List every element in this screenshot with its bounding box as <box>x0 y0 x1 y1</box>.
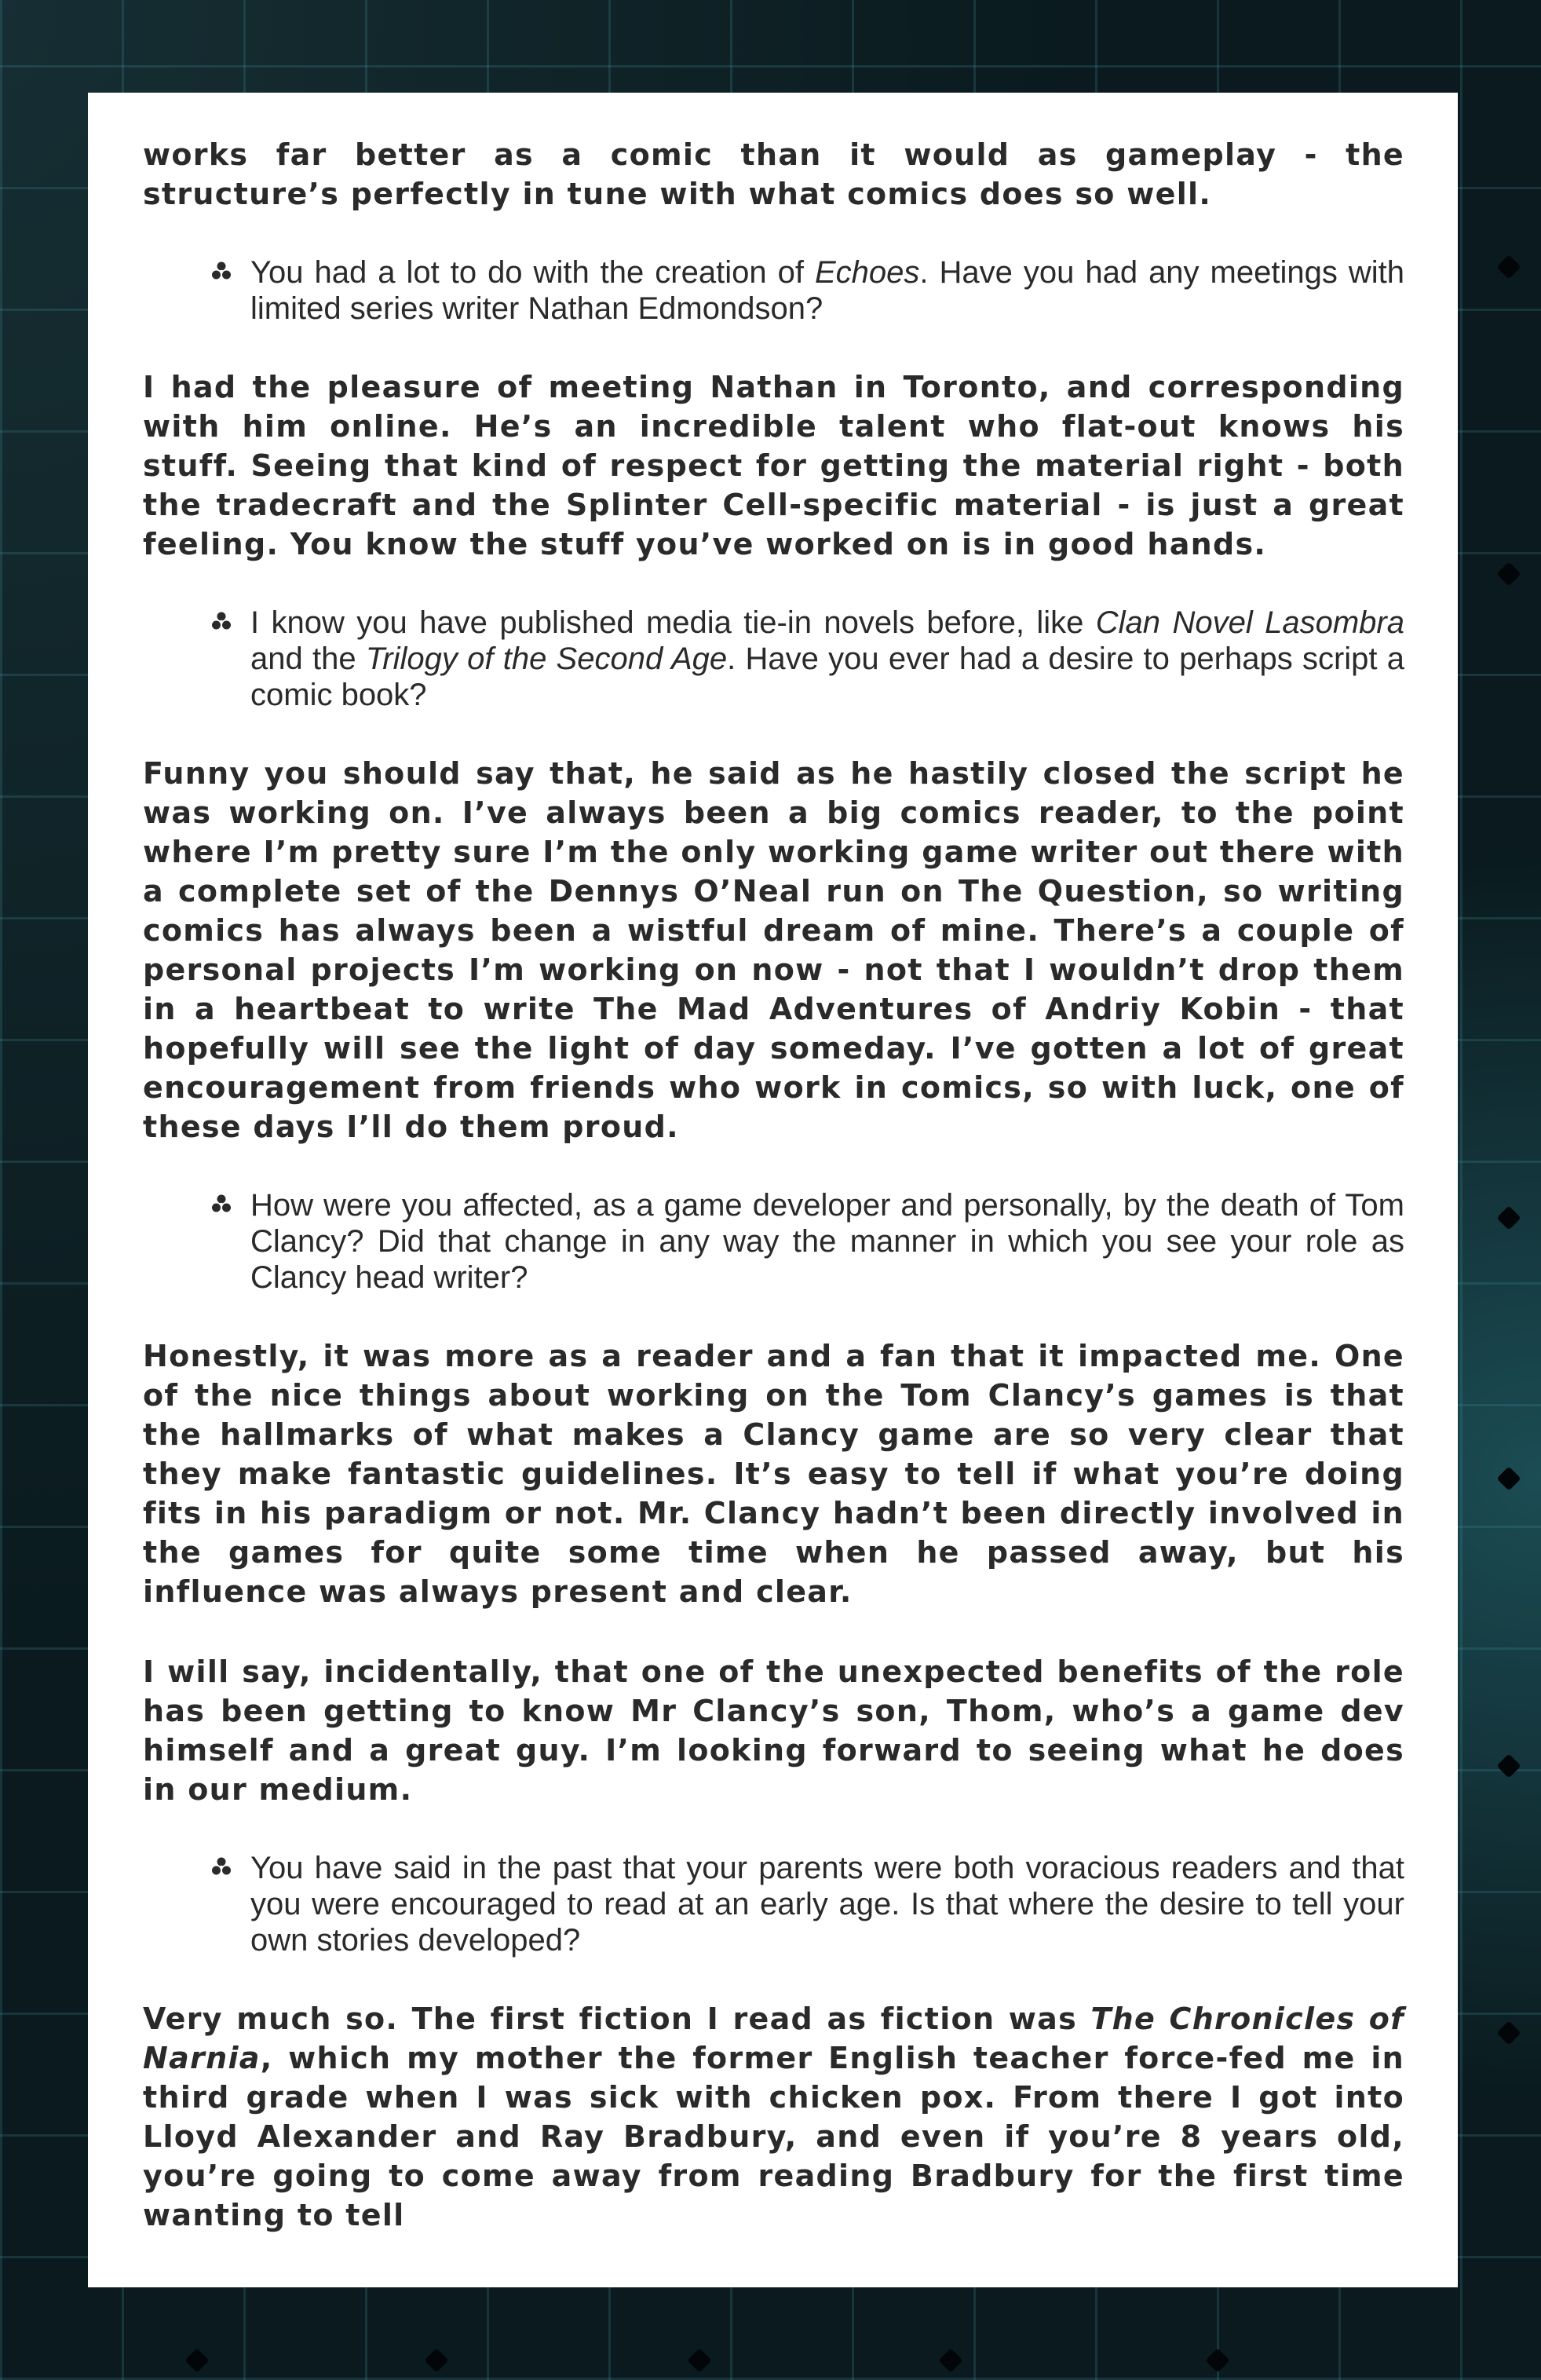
answer-paragraph: Honestly, it was more as a reader and a fan that it impacted me. One of the nice things about working on the Tom Clancy’s games is that the hallmarks of what makes a Clancy game are so very clear that they make fantastic guidelines. It’s easy to tell if what you’re doing fits in his paradigm or not. Mr. Clancy hadn’t been directly involved in the games for quite some time when he passed away, but his influence was always present and clear. <box>143 1339 1404 1609</box>
answer-text: Very much so. The first fiction I read as fiction was <box>143 2002 1091 2036</box>
grid-node-decoration <box>938 2348 962 2372</box>
grid-node-decoration <box>1496 1753 1521 1778</box>
question-text: . Have you ever had a desire to perhaps script a comic book? <box>250 642 1404 712</box>
question-title-italic: Trilogy of the Second Age <box>365 642 728 676</box>
answer-text: , which my mother the former English teacher force-fed me in third grade when I was sick with chicken pox. From there I got into Lloyd Alexander and Ray Bradbury, and even if you’re 8 years old, you’re going to come away from reading Bradbury for the first time wanting to tell <box>143 2041 1404 2232</box>
question-text: You have said in the past that your parents were both voracious readers and that you were encouraged to read at an early age. Is that where the desire to tell your own stories developed? <box>250 1851 1404 1958</box>
interview-question <box>143 1850 1404 1958</box>
trefoil-bullet-icon <box>210 605 250 641</box>
trefoil-bullet-icon <box>210 254 250 291</box>
answer-paragraph: I had the pleasure of meeting Nathan in Toronto, and corresponding with him online. He’s an incredible talent who flat-out knows his stuff. Seeing that kind of respect for getting the material right - both the tradecraft and the Splinter Cell-specific material - is just a great feeling. You know the stuff you’ve worked on is in good hands. <box>143 370 1404 561</box>
question-text: I know you have published media tie-in novels before, like <box>250 605 1096 640</box>
question-title-italic: Echoes <box>814 255 920 290</box>
interview-question <box>143 1187 1404 1296</box>
question-text: How were you affected, as a game developer and personally, by the death of Tom Clancy? Did that change in any way the manner in which you see your role as Clancy head writer? <box>250 1188 1404 1295</box>
grid-node-decoration <box>1496 2020 1521 2045</box>
grid-node-decoration <box>424 2348 448 2372</box>
answer-paragraph: I will say, incidentally, that one of the unexpected benefits of the role has been getting to know Mr Clancy’s son, Thom, who’s a game dev himself and a great guy. I’m looking forward to seeing what he does in our medium. <box>143 1654 1404 1807</box>
answer-paragraph: works far better as a comic than it would as gameplay - the structure’s perfectly in tune with what comics does so well. <box>143 137 1404 211</box>
grid-node-decoration <box>687 2348 711 2372</box>
grid-node-decoration <box>1496 254 1521 279</box>
interview-question <box>143 605 1404 713</box>
trefoil-bullet-icon <box>210 1850 250 1886</box>
interview-question <box>143 254 1404 327</box>
question-text: and the <box>250 642 366 676</box>
grid-node-decoration <box>1496 561 1521 586</box>
grid-node-decoration <box>184 2348 209 2372</box>
question-title-italic: Clan Novel Lasombra <box>1095 605 1404 640</box>
answer-paragraph: Funny you should say that, he said as he hastily closed the script he was working on. I’ve always been a big comics reader, to the point where I’m pretty sure I’m the only working game writer out there with a complete set of the Dennys O’Neal run on The Question, so writing comics has always been a wistful dream of mine. There’s a couple of personal projects I’m working on now - not that I wouldn’t drop them in a heartbeat to write The Mad Adventures of Andriy Kobin - that hopefully will see the light of day someday. I’ve gotten a lot of great encouragement from friends who work in comics, so with luck, one of these days I’ll do them proud. <box>143 756 1404 1144</box>
question-text: You had a lot to do with the creation of <box>250 255 815 290</box>
answer-paragraph <box>143 1999 1404 2235</box>
grid-node-decoration <box>1496 1205 1521 1230</box>
question-text: . Have you had any meetings with limited series writer Nathan Edmondson? <box>250 255 1404 326</box>
grid-node-decoration <box>1496 1466 1521 1490</box>
interview-page <box>88 93 1458 2287</box>
grid-node-decoration <box>1205 2348 1229 2372</box>
trefoil-bullet-icon <box>210 1187 250 1223</box>
book-title-italic: The Chronicles of Narnia <box>143 2002 1404 2075</box>
